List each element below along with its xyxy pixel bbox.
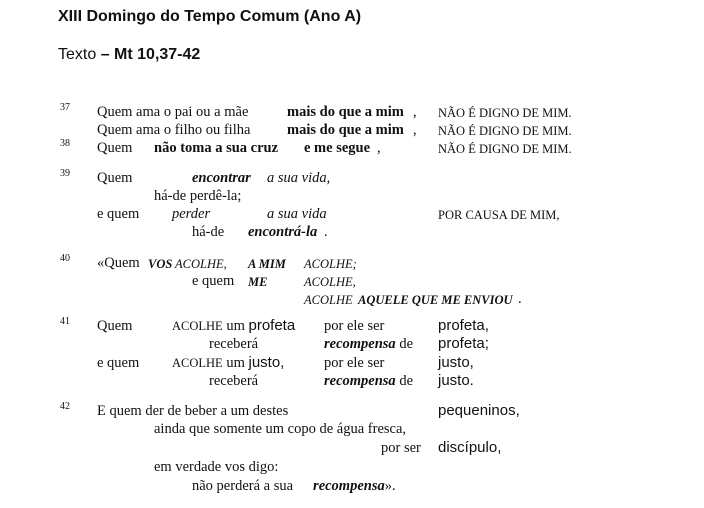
verse-39-line-3-italic-2: a sua vida <box>267 206 327 222</box>
verse-41-line-3-um: um <box>222 355 249 371</box>
verse-39-line-4-period: . <box>324 224 328 240</box>
verse-41-line-3-middle: por ele ser <box>324 355 385 371</box>
verse-39-line-3-caps: POR CAUSA DE MIM, <box>438 208 560 222</box>
verse-39-line-4-emphasis: encontrá-la <box>248 224 318 240</box>
verse-41-line-3-word: justo, <box>248 354 285 371</box>
verse-42-line-1-end: pequeninos, <box>438 402 520 419</box>
verse-41-line-3-caps: ACOLHE <box>172 356 223 370</box>
verse-38-emphasis-2: e me segue <box>304 140 371 156</box>
verse-37-line-2-caps: NÃO É DIGNO DE MIM. <box>438 124 572 138</box>
verse-41-line-2-de: de <box>395 336 413 352</box>
verse-40-line-2-caps: ACOLHE, <box>304 275 356 289</box>
verse-37-line-2-emphasis: mais do que a mim <box>287 122 404 138</box>
verse-37-line-2-text: Quem ama o filho ou filha <box>97 122 251 138</box>
verse-39-line-2 <box>154 188 241 205</box>
verse-41-line-3-end: justo, <box>438 354 474 371</box>
verse-40-line-1-emphasis-2: A MIM <box>248 257 286 271</box>
verse-37-line-1-emphasis: mais do que a mim <box>287 104 404 120</box>
verse-41-line-1-middle: por ele ser <box>324 318 385 334</box>
verse-42-line-5-text: não perderá a sua <box>192 478 294 494</box>
verse-number-38: 38 <box>60 138 70 149</box>
verse-39-line-3-text: e quem <box>97 206 140 222</box>
verse-41-line-1-word: profeta <box>248 317 296 334</box>
verse-40-line-1-emphasis: VOS <box>148 257 173 271</box>
verse-39-line-1-text: Quem <box>97 170 133 186</box>
verse-number-41: 41 <box>60 316 70 327</box>
verse-41-line-2-end: profeta; <box>438 335 489 352</box>
verse-41-line-1-text: Quem <box>97 318 133 334</box>
verse-38-comma: , <box>377 140 381 156</box>
page-title: XIII Domingo do Tempo Comum (Ano A) <box>58 8 362 25</box>
verse-37-line-2-comma: , <box>413 122 417 138</box>
verse-41-line-2-text: receberá <box>209 336 259 352</box>
verse-41-line-2-emphasis: recompensa <box>324 336 396 352</box>
subtitle-prefix: Texto <box>58 46 97 63</box>
subtitle-reference: – Mt 10,37-42 <box>96 46 201 63</box>
verse-41-line-4-emphasis: recompensa <box>324 373 396 389</box>
verse-38-emphasis-1: não toma a sua cruz <box>154 140 279 156</box>
verse-40-line-2-emphasis: ME <box>248 275 268 289</box>
verse-41-line-4-de: de <box>395 373 413 389</box>
verse-41-line-1-end: profeta, <box>438 317 489 334</box>
verse-40-line-1-caps: ACOLHE, <box>175 257 227 271</box>
page-subtitle <box>58 46 200 64</box>
verse-41-line-1-caps: ACOLHE <box>172 319 223 333</box>
verse-37-line-1-comma: , <box>413 104 417 120</box>
verse-42-line-3-text: por ser <box>381 440 421 456</box>
verse-number-40: 40 <box>60 253 70 264</box>
verse-42-line-5-end: ». <box>384 478 396 494</box>
verse-40-line-1-text: «Quem <box>97 255 140 271</box>
verse-41-line-1-um: um <box>222 318 249 334</box>
verse-40-line-1-caps-2: ACOLHE; <box>304 257 357 271</box>
verse-37-line-1-text: Quem ama o pai ou a mãe <box>97 104 249 120</box>
verse-40-line-3-caps: ACOLHE <box>304 293 353 307</box>
verse-41-line-3-phrase <box>172 354 284 372</box>
verse-41-line-2-phrase <box>324 336 413 353</box>
verse-41-line-4-phrase <box>324 373 413 390</box>
verse-42-line-5-emphasis: recompensa <box>313 478 385 494</box>
verse-38-text: Quem <box>97 140 133 156</box>
verse-42-line-1-text: E quem der de beber a um destes <box>97 403 289 419</box>
verse-42-line-4-text: em verdade vos digo: <box>154 459 279 475</box>
verse-39-line-3-italic: perder <box>172 206 211 222</box>
verse-41-line-4-text: receberá <box>209 373 259 389</box>
verse-41-line-4-end: justo. <box>438 372 474 389</box>
verse-38-caps: NÃO É DIGNO DE MIM. <box>438 142 572 156</box>
verse-40-line-3-period: . <box>518 291 522 307</box>
verse-37-line-1-caps: NÃO É DIGNO DE MIM. <box>438 106 572 120</box>
verse-42-line-3-end: discípulo, <box>438 439 502 456</box>
verse-39-line-2-text: há-de perdê-la; <box>154 188 242 204</box>
verse-number-39: 39 <box>60 168 70 179</box>
verse-39-line-1-emphasis: encontrar <box>192 170 251 186</box>
verse-40-line-3-emphasis: AQUELE QUE ME ENVIOU <box>358 293 513 307</box>
verse-42-line-2-text: ainda que somente um copo de água fresca, <box>154 421 407 437</box>
verse-42-line-5 <box>192 478 396 495</box>
verse-41-line-3-text: e quem <box>97 355 140 371</box>
verse-40-line-2-text: e quem <box>192 273 235 289</box>
verse-39-line-1-italic: a sua vida, <box>267 170 331 186</box>
verse-number-42: 42 <box>60 401 70 412</box>
verse-number-37: 37 <box>60 102 70 113</box>
verse-39-line-4-text: há-de <box>192 224 225 240</box>
verse-41-line-1-phrase <box>172 317 295 335</box>
